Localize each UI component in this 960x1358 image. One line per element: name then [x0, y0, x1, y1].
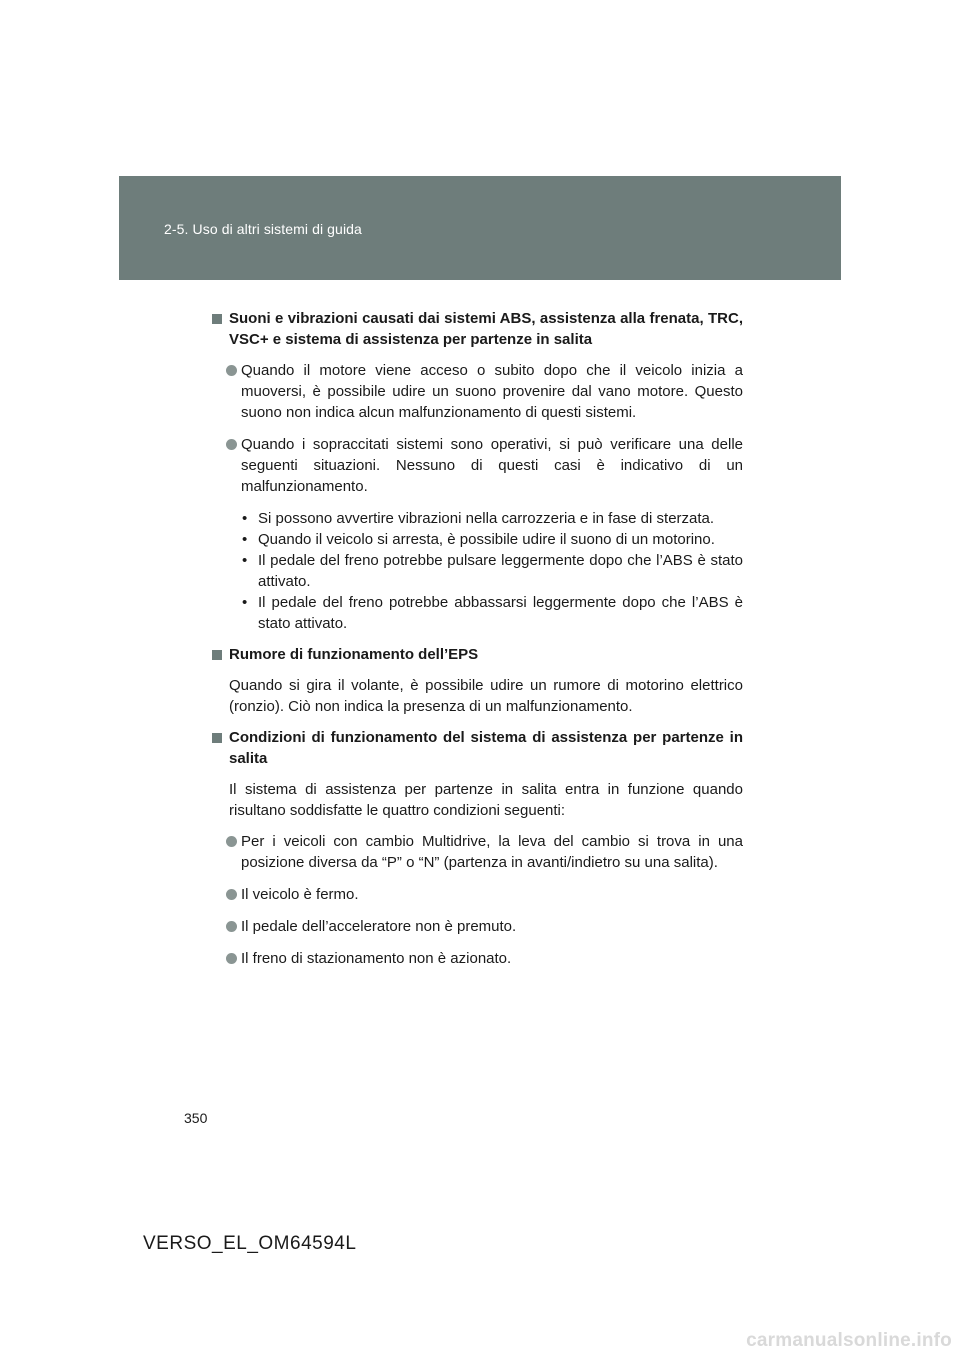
bullet-item — [212, 916, 743, 937]
paragraph: Quando si gira il volante, è possibile udire un rumore di motorino elettrico (ronzio). Ciò non indica la presenza di un malfunzionamento. — [229, 677, 743, 715]
bullet-text: Quando i sopraccitati sistemi sono operativi, si può verificare una delle seguenti situazioni. Nessuno di questi casi è indicativo di un malfunzionamento. — [241, 436, 743, 495]
circle-bullet-icon — [226, 953, 237, 964]
bullet-item — [212, 360, 743, 423]
sub-list-item: • Il pedale del freno potrebbe pulsare leggermente dopo che l’ABS è stato attivato. — [242, 552, 743, 590]
document-code: VERSO_EL_OM64594L — [143, 1233, 357, 1254]
bullet-item — [212, 884, 743, 905]
square-bullet-icon — [212, 314, 222, 324]
section-heading-abs — [212, 308, 743, 350]
sub-list-item: • Quando il veicolo si arresta, è possibile udire il suono di un motorino. — [242, 531, 715, 548]
heading-text: Condizioni di funzionamento del sistema di assistenza per partenze in salita — [229, 729, 743, 767]
watermark-text: carmanualsonline.info — [746, 1330, 952, 1351]
bullet-text: Per i veicoli con cambio Multidrive, la leva del cambio si trova in una posizione diversa da “P” o “N” (partenza in avanti/indietro su una salita). — [241, 833, 743, 871]
heading-text: Suoni e vibrazioni causati dai sistemi ABS, assistenza alla frenata, TRC, VSC+ e sistema di assistenza per partenze in salita — [229, 310, 743, 348]
bullet-item — [212, 434, 743, 497]
sub-list-item: • Il pedale del freno potrebbe abbassarsi leggermente dopo che l’ABS è stato attivato. — [242, 594, 743, 632]
circle-bullet-icon — [226, 921, 237, 932]
circle-bullet-icon — [226, 439, 237, 450]
section-heading-hill-start — [212, 727, 743, 769]
square-bullet-icon — [212, 650, 222, 660]
square-bullet-icon — [212, 733, 222, 743]
circle-bullet-icon — [226, 365, 237, 376]
bullet-text: Quando il motore viene acceso o subito dopo che il veicolo inizia a muoversi, è possibile udire un suono provenire dal vano motore. Questo suono non indica alcun malfunzionamento di questi sistemi. — [241, 362, 743, 421]
section-heading-eps — [212, 644, 743, 665]
bullet-item — [212, 831, 743, 873]
page-number: 350 — [184, 1110, 208, 1126]
bullet-text: Il pedale dell’acceleratore non è premuto. — [241, 918, 517, 935]
sub-list-item: • Si possono avvertire vibrazioni nella carrozzeria e in fase di sterzata. — [242, 510, 715, 527]
heading-text: Rumore di funzionamento dell’EPS — [229, 646, 479, 663]
sub-list — [212, 508, 743, 634]
page-content — [212, 308, 743, 969]
circle-bullet-icon — [226, 836, 237, 847]
bullet-text: Il freno di stazionamento non è azionato. — [241, 950, 512, 967]
paragraph: Il sistema di assistenza per partenze in salita entra in funzione quando risultano soddisfatte le quattro condizioni seguenti: — [229, 781, 743, 819]
bullet-item — [212, 948, 743, 969]
circle-bullet-icon — [226, 889, 237, 900]
bullet-text: Il veicolo è fermo. — [241, 886, 359, 903]
section-title: 2-5. Uso di altri sistemi di guida — [164, 221, 362, 237]
section-header-band — [119, 176, 841, 280]
